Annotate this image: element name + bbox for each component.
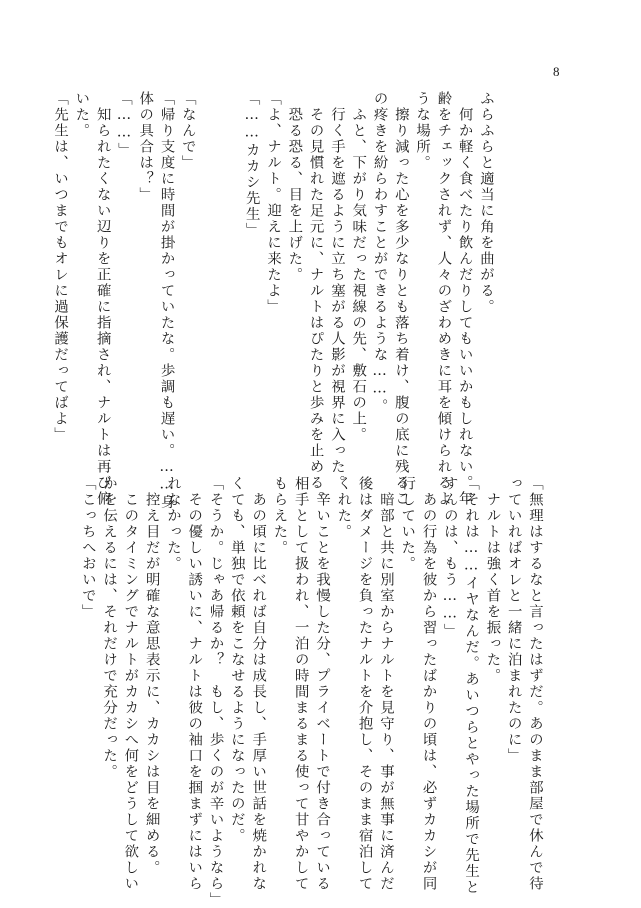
text-line: 何か軽く食べたり飲んだりしてもいいかもしれない。年	[456, 91, 473, 507]
page-number: 8	[553, 64, 560, 79]
text-line: いた。	[73, 91, 90, 139]
text-line	[198, 91, 219, 421]
text-line: 体の具合は？」	[137, 91, 154, 203]
text-line: 「帰り支度に時間が掛かっていたな。歩調も遅い。……身	[158, 91, 175, 511]
text-line: もらえた。	[271, 476, 288, 556]
text-line: このタイミングでナルトがカカシへ何をどうして欲しい	[122, 476, 139, 892]
text-line: くれた。	[335, 476, 352, 540]
text-line: の疼きを紛らわすことができるような……。	[371, 91, 388, 415]
text-line: 恐る恐る、目を上げた。	[286, 91, 303, 283]
text-line: 辛いことを我慢した分、プライベートで付き合っている	[314, 476, 331, 892]
text-line: 「それは……イヤなんだ。あいつらとやった場所で先生と	[463, 476, 480, 896]
text-line: 「そうか。じゃあ帰るか？ もし、歩くのが辛いようなら」	[207, 476, 224, 908]
text-line: 知られたくない辺りを正確に指摘され、ナルトは再び俯	[94, 91, 111, 507]
text-line: かを伝えるには、それだけで充分だった。	[101, 476, 118, 780]
text-line	[219, 91, 240, 421]
text-line: 「こっちへおいで」	[79, 476, 96, 620]
text-line: っていればオレと一緒に泊まれたのに」	[505, 476, 522, 764]
text-line: うな場所。	[414, 91, 431, 171]
text-line: ナルトは強く首を振った。	[484, 476, 501, 684]
text-line: すんのは、もう……」	[441, 476, 458, 640]
text-line: 擦り減った心を多少なりとも落ち着け、腹の底に残るこ	[392, 91, 409, 507]
text-line: ふらふらと適当に角を曲がる。	[478, 91, 494, 315]
text-line: あの頃に比べれば自分は成長し、手厚い世話を焼かれな	[250, 476, 267, 892]
text-line: その優しい誘いに、ナルトは彼の袖口を掴まずにはいら	[186, 476, 203, 892]
text-line: れなかった。	[164, 476, 181, 572]
text-line: あの行為を彼から習ったばかりの頃は、必ずカカシが同	[420, 476, 437, 892]
text-line: 「よ、ナルト。迎えに来たよ」	[265, 91, 282, 315]
text-block-bottom	[79, 476, 545, 908]
text-line: 相手として扱われ、一泊の時間まるまる使って甘やかして	[292, 476, 309, 892]
text-line: 行していた。	[399, 476, 416, 572]
text-line: 「なんで」	[179, 91, 196, 171]
text-line: 控え目だが明確な意思表示に、カカシは目を細める。	[143, 476, 160, 876]
text-line: 「先生は、いつまでもオレに過保護だってばよ」	[52, 91, 69, 443]
text-line: 「……」	[115, 91, 132, 159]
text-line: 後はダメージを負ったナルトを介抱し、そのまま宿泊して	[356, 476, 373, 892]
text-line: その見慣れた足元に、ナルトはぴたりと歩みを止める。	[307, 91, 324, 507]
text-line: ふと、下がり気味だった視線の先、敷石の上。	[350, 91, 367, 443]
text-line: くても、単独で依頼をこなせるようになったのだ。	[228, 476, 245, 844]
text-line: 齢をチェックされず、人々のざわめきに耳を傾けられるよ	[435, 91, 452, 507]
text-line: 「……カカシ先生」	[243, 91, 260, 239]
text-line: 暗部と共に別室からナルトを見守り、事が無事に済んだ	[377, 476, 394, 892]
text-line: 行く手を遮るように立ち塞がる人影が視界に入った。	[328, 91, 345, 491]
text-line: 「無理はするなと言ったはずだ。あのまま部屋で休んで待	[527, 476, 543, 892]
